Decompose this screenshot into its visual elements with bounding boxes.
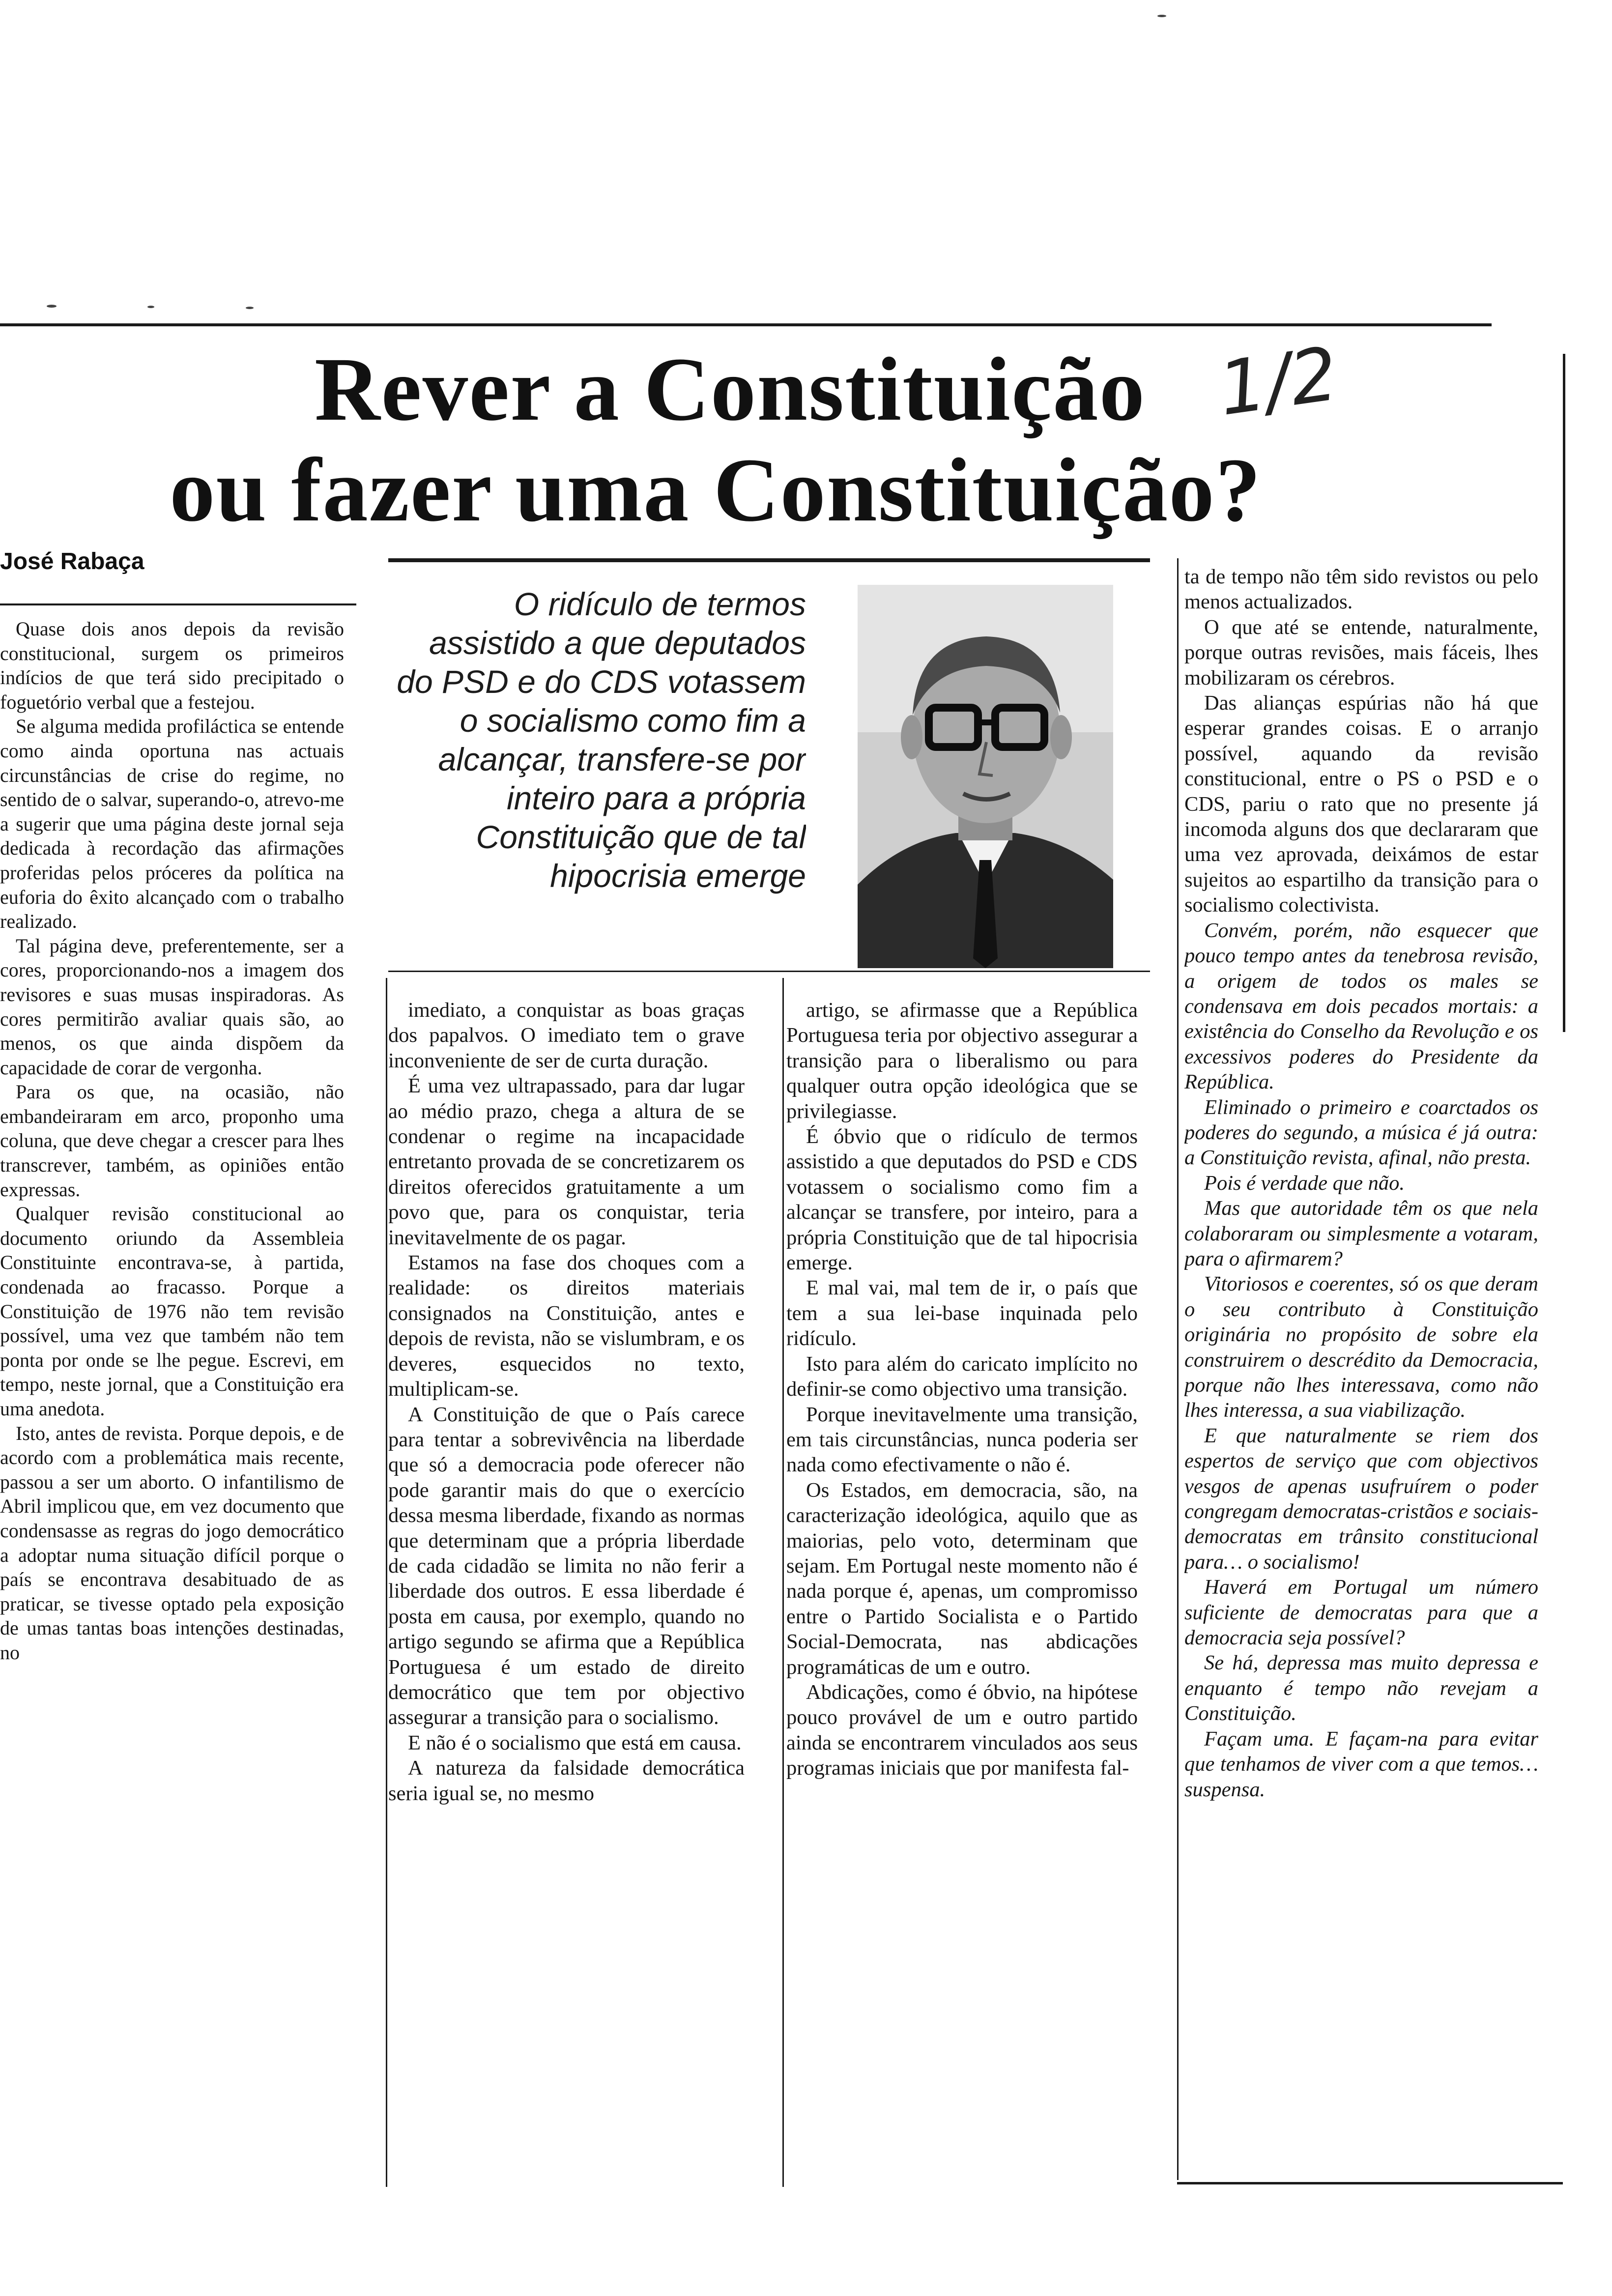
article-paragraph: Quase dois anos depois da revisão constitucional, surgem os primeiros indícios de que terá sido precipitado o foguetório verbal que a festejou. xyxy=(0,618,344,713)
column-rule xyxy=(386,978,387,2187)
article-paragraph: Abdicações, como é óbvio, na hipótese pouco provável de um e outro partido ainda se encontrarem vinculados aos seus programas iniciais que por manifesta fal- xyxy=(786,1680,1138,1780)
article-paragraph: Das alianças espúrias não há que esperar grandes coisas. E o arranjo possível, aquando da revisão constitucional, entre o PS o PSD e o CDS, pariu o rato que no presente já incomoda alguns dos que declararam que uma vez aprovada, deixámos de estar sujeitos ao espartilho da transição para o socialismo colectivista. xyxy=(1184,691,1538,917)
article-paragraph: artigo, se afirmasse que a República Portuguesa teria por objectivo assegurar a transição para o liberalismo ou para qualquer outra opção ideológica que se privilegiasse. xyxy=(786,999,1138,1123)
article-paragraph: É uma vez ultrapassado, para dar lugar ao médio prazo, chega a altura de se condenar o regime na incapacidade entretanto provada de se concretizarem os direitos oferecidos gratuitamente a um povo que, para os conquistar, teria inevitavelmente de os pagar. xyxy=(388,1074,745,1249)
byline-rule xyxy=(0,603,356,605)
article-paragraph: A natureza da falsidade democrática seria igual se, no mesmo xyxy=(388,1756,745,1805)
scan-speck xyxy=(47,305,57,308)
headline-line-2: ou fazer uma Constituição? xyxy=(170,440,1262,541)
article-column-3 xyxy=(786,998,1138,2189)
handwritten-annotation: 1/2 xyxy=(1213,331,1343,432)
article-column-1 xyxy=(0,617,344,2189)
article-paragraph: Façam uma. E façam-na para evitar que tenhamos de viver com a que temos… suspensa. xyxy=(1184,1727,1538,1801)
article-paragraph: Estamos na fase dos choques com a realidade: os direitos materiais consignados na Constituição, antes e depois de revista, não se vislumbram, e os deveres, esquecidos no texto, multiplicam-se. xyxy=(388,1251,745,1401)
headline-line-1: Rever a Constituição xyxy=(315,339,1146,440)
scan-speck xyxy=(246,307,254,309)
article-paragraph: Para os que, na ocasião, não embandeiraram em arco, proponho uma coluna, que deve chegar a crescer para lhes transcrever, também, as opiniões então expressas. xyxy=(0,1081,344,1201)
article-paragraph: Vitoriosos e coerentes, só os que deram o seu contributo à Constituição originária no propósito de sobre ela construirem o descrédito da Democracia, porque não lhes interessava, como não lhes interessa, a sua viabilização. xyxy=(1184,1272,1538,1422)
article-paragraph: O que até se entende, naturalmente, porque outras revisões, mais fáceis, lhes mobilizaram os cérebros. xyxy=(1184,615,1538,689)
scan-speck xyxy=(1157,15,1166,17)
pull-quote: O ridículo de termos assistido a que deputados do PSD e do CDS votassem o socialismo como fim a alcançar, transfere-se por inteiro para a própria Constituição que de tal hipocrisia emerge xyxy=(397,586,806,894)
article-paragraph: Porque inevitavelmente uma transição, em tais circunstâncias, nunca poderia ser nada como efectivamente o não é. xyxy=(786,1403,1138,1477)
scan-speck xyxy=(147,306,154,308)
article-paragraph: Isto, antes de revista. Porque depois, e de acordo com a problemática mais recente, passou a ser um aborto. O infantilismo de Abril implicou que, em vez documento que condensasse as regras do jogo democrático a adoptar numa situação difícil porque o país se encontrava desabituado de as praticar, se tivesse optado pela exposição de umas tantas boas intenções destinadas, no xyxy=(0,1422,344,1664)
article-paragraph: E mal vai, mal tem de ir, o país que tem a sua lei-base inquinada pelo ridículo. xyxy=(786,1276,1138,1350)
article-paragraph: Se há, depressa mas muito depressa e enquanto é tempo não revejam a Constituição. xyxy=(1184,1651,1538,1725)
article-paragraph: Se alguma medida profiláctica se entende como ainda oportuna nas actuais circunstâncias de crise do regime, no sentido de o salvar, superando-o, atrevo-me a sugerir que uma página deste jornal seja dedicada à recordação das afirmações proferidas pelos próceres da política na euforia do êxito alcançado com o trabalho realizado. xyxy=(0,715,344,933)
column-rule xyxy=(1177,558,1179,2180)
article-paragraph: Mas que autoridade têm os que nela colaboraram ou simplesmente a votaram, para o afirmarem? xyxy=(1184,1197,1538,1270)
article-paragraph: Convém, porém, não esquecer que pouco tempo antes da tenebrosa revisão, a origem de todos os males se condensava em dois pecados mortais: a existência do Conselho da Revolução e os excessivos poderes do Presidente da República. xyxy=(1184,918,1538,1094)
article-paragraph: Eliminado o primeiro e coarctados os poderes do segundo, a música é já outra: a Constituição revista, afinal, não presta. xyxy=(1184,1095,1538,1170)
article-paragraph: É óbvio que o ridículo de termos assistido a que deputados do PSD e CDS votassem o socialismo como fim a alcançar se transfere, por inteiro, para a própria Constituição que de tal hipocrisia emerge. xyxy=(786,1125,1138,1275)
article-column-4 xyxy=(1184,564,1538,2181)
pullquote-top-rule xyxy=(388,558,1150,562)
article-paragraph: Isto para além do caricato implícito no definir-se como objectivo uma transição. xyxy=(786,1352,1138,1401)
author-photo xyxy=(858,585,1113,968)
article-paragraph: E não é o socialismo que está em causa. xyxy=(408,1731,742,1754)
article-column-2 xyxy=(388,998,745,2189)
portrait-illustration xyxy=(858,585,1113,968)
article-paragraph: Qualquer revisão constitucional ao documento oriundo da Assembleia Constituinte encontrava-se, à partida, condenada ao fracasso. Porque a Constituição de 1976 não tem revisão possível, uma vez que também não tem ponta por onde se lhe pegue. Escrevi, em tempo, neste jornal, que a Constituição era uma anedota. xyxy=(0,1203,344,1420)
article-paragraph: ta de tempo não têm sido revistos ou pelo menos actualizados. xyxy=(1184,565,1538,614)
byline: José Rabaça xyxy=(0,548,144,574)
feature-box-bottom-rule xyxy=(388,971,1150,972)
article-paragraph: E que naturalmente se riem dos espertos de serviço que com objectivos vesgos de apenas usufruírem o poder congregam democratas-cristãos e sociais-democratas em trânsito constitucional para… o socialismo! xyxy=(1184,1424,1538,1574)
article-paragraph: Pois é verdade que não. xyxy=(1204,1171,1405,1195)
bottom-rule xyxy=(1177,2182,1563,2184)
article-paragraph: Os Estados, em democracia, são, na caracterização ideológica, aquilo que as maiorias, pelo voto, determinam que sejam. Em Portugal neste momento não é nada porque é, apenas, um compromisso entre o Partido Socialista e o Partido Social-Democrata, nas abdicações programáticas de um e outro. xyxy=(786,1478,1138,1679)
top-rule xyxy=(0,323,1492,326)
column-rule xyxy=(782,978,784,2187)
article-paragraph: imediato, a conquistar as boas graças dos papalvos. O imediato tem o grave inconveniente de ser de curta duração. xyxy=(388,999,745,1072)
article-paragraph: Tal página deve, preferentemente, ser a cores, proporcionando-nos a imagem dos revisores e suas musas inspiradoras. As cores permitirão avaliar quais são, ao menos, os que ainda dispõem da capacidade de corar de vergonha. xyxy=(0,934,344,1079)
article-paragraph: A Constituição de que o País carece para tentar a sobrevivência na liberdade que só a democracia pode oferecer não pode garantir mais do que o exercício dessa mesma liberdade, fixando as normas que determinam que a própria liberdade de cada cidadão se limita no não ferir a liberdade dos outros. E essa liberdade é posta em causa, por exemplo, quando no artigo segundo se afirma que a República Portuguesa é um estado de direito democrático que tem por objectivo assegurar a transição para o socialismo. xyxy=(388,1403,745,1729)
right-margin-rule xyxy=(1563,354,1565,1032)
article-paragraph: Haverá em Portugal um número suficiente de democratas para que a democracia seja possível? xyxy=(1184,1576,1538,1650)
